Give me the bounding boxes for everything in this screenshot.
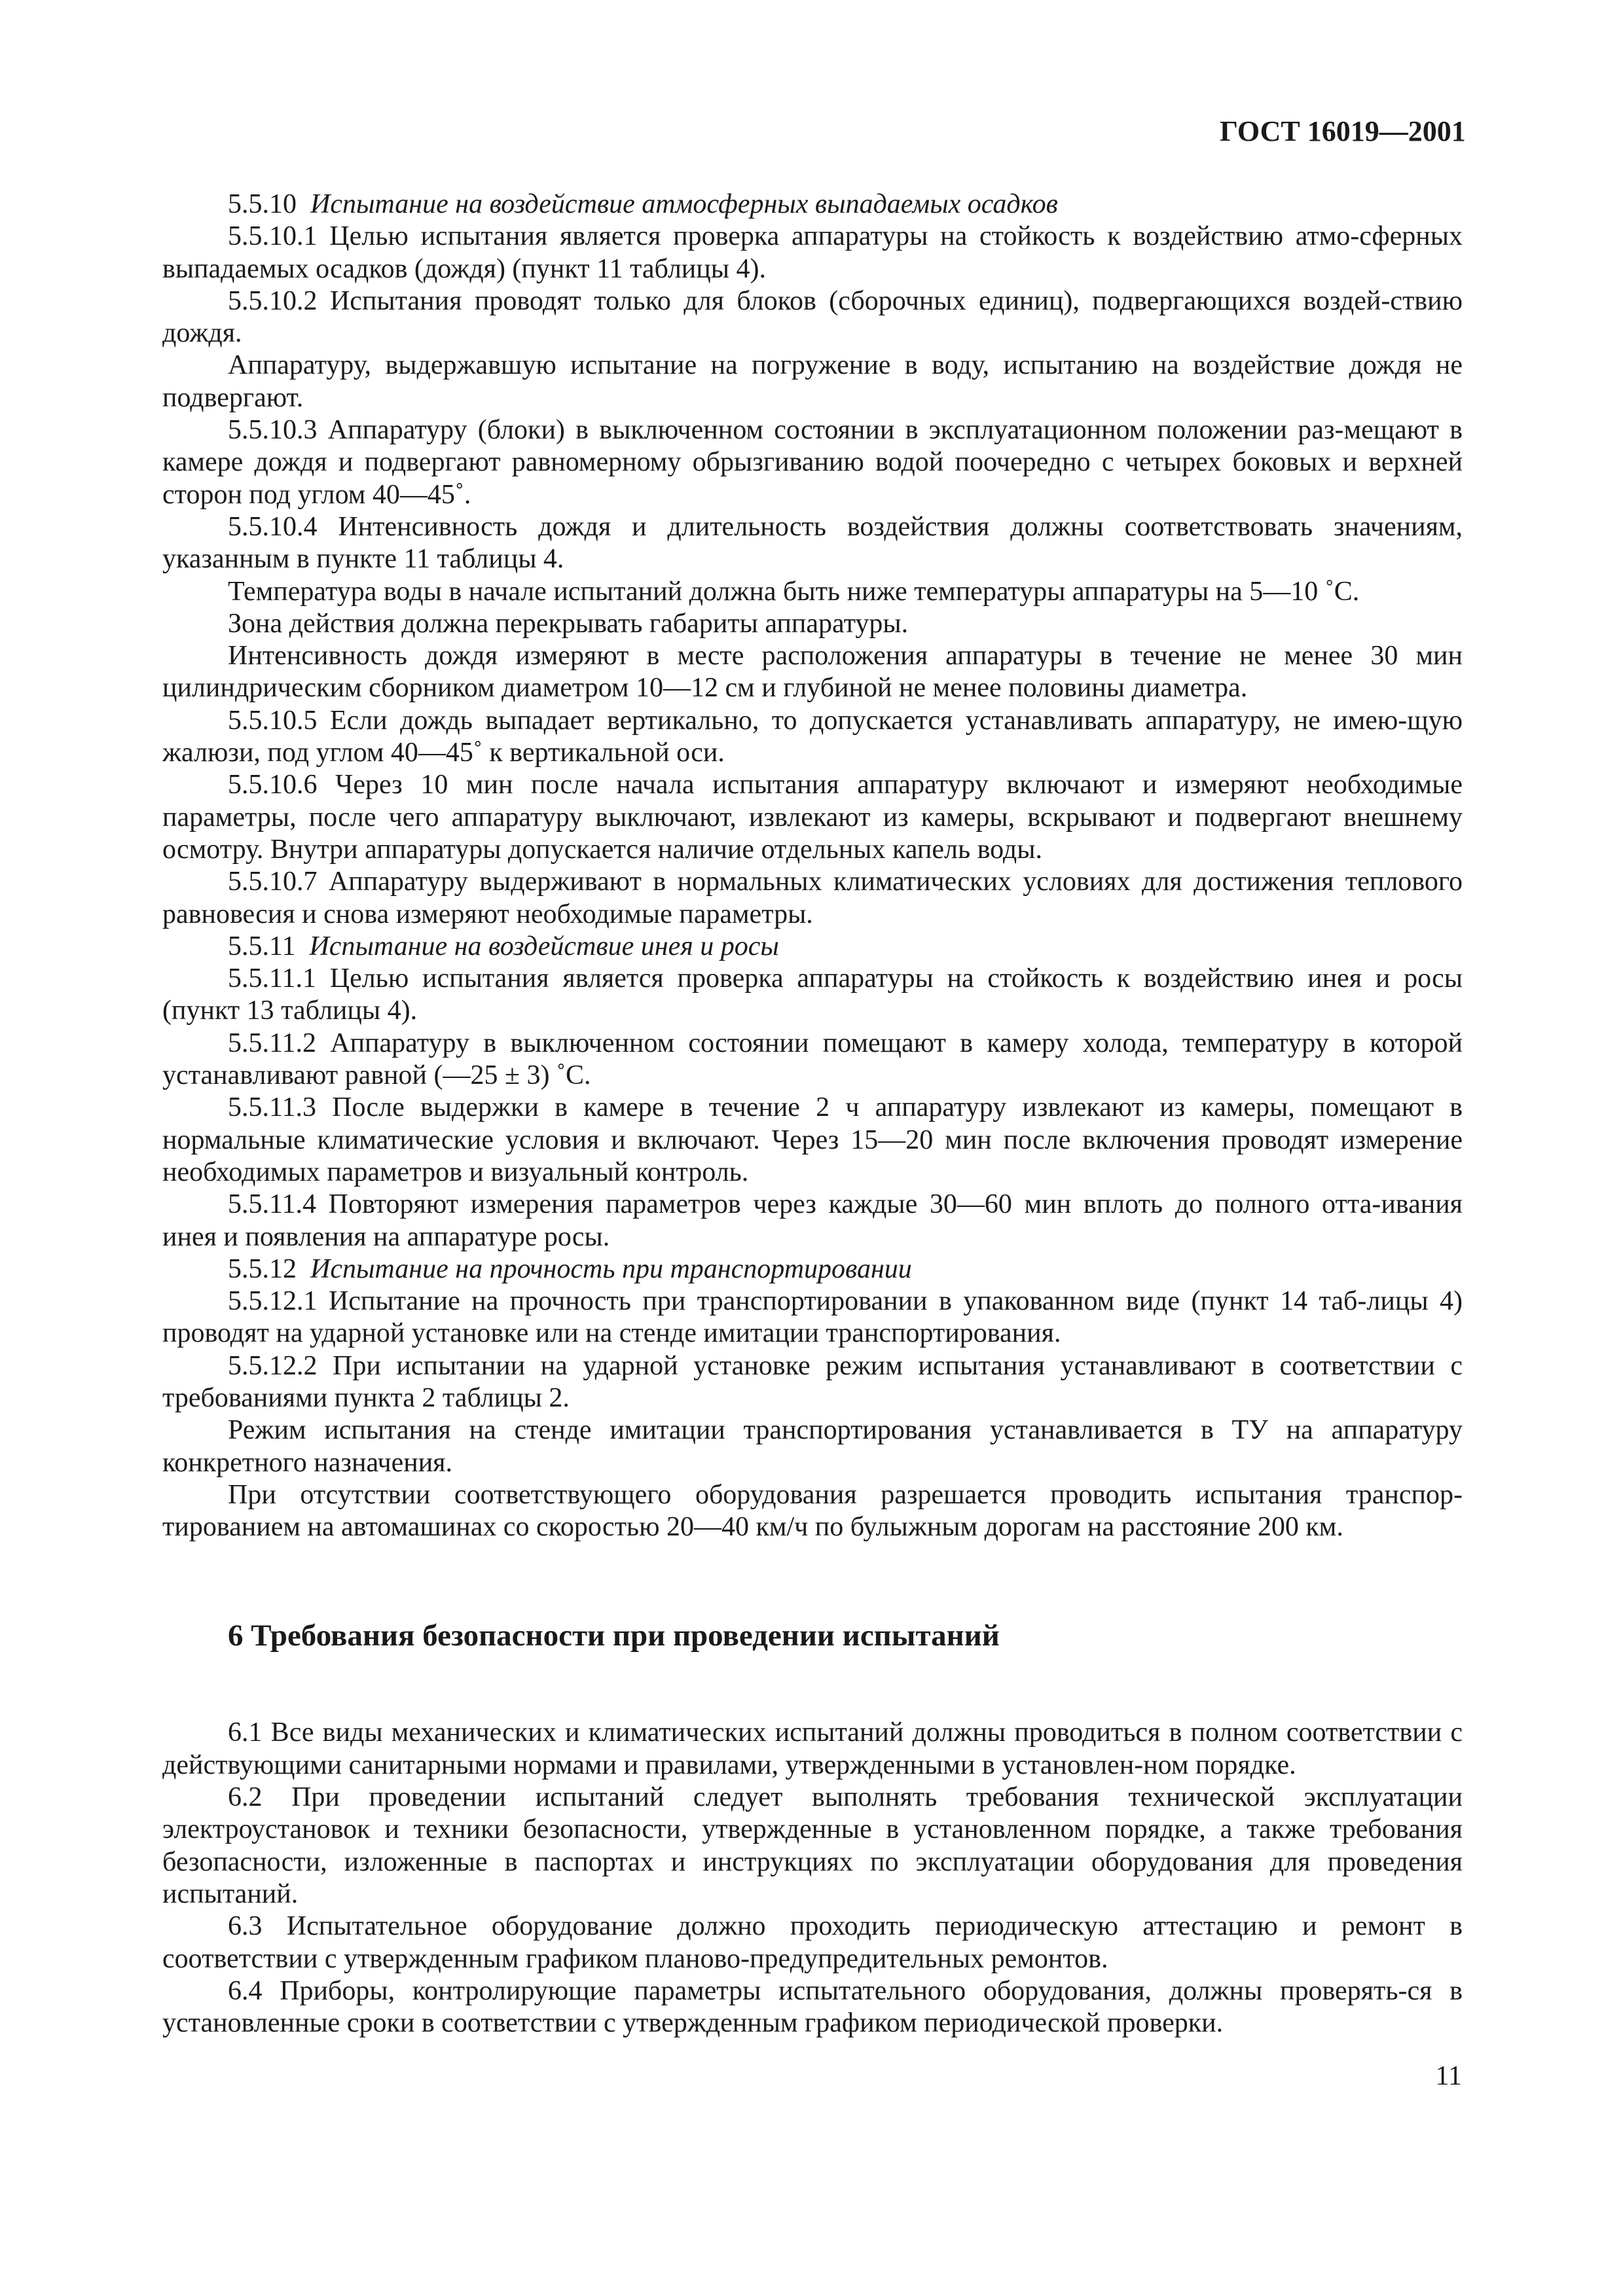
paragraph (162, 640, 1463, 705)
text-line: щую жалюзи, под углом 40—45˚ к вертикальной оси. (162, 705, 1463, 768)
paragraph (162, 769, 1463, 866)
clause-number: 5.5.11 (228, 931, 296, 961)
paragraph (162, 414, 1463, 511)
paragraph (162, 350, 1463, 414)
text-line: При отсутствии соответствующего оборудования разрешается проводить испытания транспор- (228, 1479, 1463, 1510)
text-line: внешнему осмотру. Внутри аппаратуры допускается наличие отдельных капель воды. (162, 802, 1463, 865)
text-line: 5.5.10.2 Испытания проводят только для блоков (сборочных единиц), подвергающихся воздей- (228, 285, 1391, 316)
paragraph (162, 511, 1463, 576)
text-line: 5.5.11.1 Целью испытания является проверка аппаратуры на стойкость к воздействию инея и (228, 963, 1391, 994)
text-line: сферных выпадаемых осадков (дождя) (пункт 11 таблицы 4). (162, 221, 1463, 284)
text-line: Интенсивность дождя измеряют в месте расположения аппаратуры в течение не менее 30 мин (228, 641, 1463, 672)
text-line: 6.1 Все виды механических и климатических испытаний должны проводиться в полном (228, 1717, 1278, 1748)
paragraph (162, 1350, 1463, 1415)
paragraph (162, 1975, 1463, 2040)
text-line: тированием на автомашинах со скоростью 20—40 км/ч по булыжным дорогам на расстояние 200 км. (162, 1512, 1343, 1543)
paragraph (162, 1910, 1463, 1975)
text-line: для проведения испытаний. (162, 1846, 1463, 1909)
text-line: параметры, после чего аппаратуру выключают, извлекают из камеры, вскрывают и подвергают (162, 802, 1331, 833)
text-line: мещают в камере дождя и подвергают равномерному обрызгиванию водой поочередно с четырех (162, 415, 1463, 478)
paragraph (162, 608, 1463, 640)
text-line: Аппаратуру, выдержавшую испытание на погружение в воду, испытанию на воздействие дождя (228, 350, 1422, 381)
text-line: ивания инея и появления на аппаратуре росы. (162, 1189, 1463, 1252)
section-6-heading: 6 Требования безопасности при проведении испытаний (228, 1619, 1000, 1653)
subsection-5-5-body (162, 188, 1463, 1543)
paragraph (162, 1414, 1463, 1479)
text-line: 5.5.10.5 Если дождь выпадает вертикально, то допускается устанавливать аппаратуру, не имею- (228, 705, 1408, 736)
page-content (162, 188, 1463, 2039)
text-line: 5.5.11.3 После выдержки в камере в течение 2 ч аппаратуру извлекают из камеры, помещают (228, 1092, 1434, 1123)
text-line: боковых и верхней сторон под углом 40—45˚. (162, 447, 1463, 510)
clause-title: Испытание на воздействие атмосферных выпадаемых осадков (310, 189, 1058, 219)
clause-number: 5.5.10 (228, 189, 297, 219)
text-line: 5.5.11.4 Повторяют измерения параметров через каждые 30—60 мин вплоть до полного отта- (228, 1189, 1381, 1220)
document-code-header: ГОСТ 16019—2001 (1220, 115, 1466, 147)
text-line: 5.5.10.6 Через 10 мин после начала испытания аппаратуру включают и измеряют необходимые (228, 770, 1463, 800)
text-line: 5.5.10.1 Целью испытания является проверка аппаратуры на стойкость к воздействию атмо- (228, 221, 1360, 252)
text-line: электроустановок и техники безопасности, утвержденные в установленном порядке, а также (162, 1814, 1316, 1845)
clause-title: Испытание на воздействие инея и росы (309, 931, 779, 961)
text-line: цилиндрическим сборником диаметром 10—12 см и глубиной не менее половины диаметра. (162, 673, 1248, 704)
text-line: 5.5.11.2 Аппаратуру в выключенном состоянии помещают в камеру холода, температуру в (228, 1028, 1356, 1058)
paragraph (162, 1092, 1463, 1189)
clause-title: Испытание на прочность при транспортировании (310, 1253, 912, 1284)
text-line: 5.5.10.3 Аппаратуру (блоки) в выключенном состоянии в эксплуатационном положении раз- (228, 415, 1344, 446)
text-line: соответствии с утвержденным графиком планово-предупредительных ремонтов. (162, 1943, 1108, 1974)
paragraph (162, 576, 1463, 608)
text-line: требования безопасности, изложенные в паспортах и инструкциях по эксплуатации оборудования (162, 1814, 1463, 1877)
text-line: не подвергают. (162, 350, 1463, 413)
paragraph (162, 1717, 1463, 1782)
text-line: ся в установленные сроки в соответствии с утвержденным графиком периодической проверки. (162, 1975, 1463, 2039)
paragraph (162, 188, 1463, 221)
text-line: которой устанавливают равной (—25 ± 3) ˚С. (162, 1028, 1463, 1091)
page-number: 11 (1435, 2061, 1462, 2091)
paragraph (162, 1285, 1463, 1350)
text-line: с требованиями пункта 2 таблицы 2. (162, 1350, 1463, 1413)
paragraph (162, 705, 1463, 770)
paragraph (162, 1189, 1463, 1253)
text-line: конкретного назначения. (162, 1447, 452, 1478)
paragraph (162, 1782, 1463, 1910)
text-line: в нормальные климатические условия и включают. Через 15—20 мин после включения проводят (162, 1092, 1463, 1155)
section-6-body (162, 1717, 1463, 2039)
text-line: 5.5.10.7 Аппаратуру выдерживают в нормальных климатических условиях для достижения (228, 867, 1334, 897)
text-line: измерение необходимых параметров и визуальный контроль. (162, 1124, 1463, 1187)
text-line: Режим испытания на стенде имитации транспортирования устанавливается в ТУ на аппаратуру (228, 1415, 1463, 1446)
text-line: 5.5.12.1 Испытание на прочность при транспортировании в упакованном виде (пункт 14 таб- (228, 1286, 1367, 1317)
text-line: росы (пункт 13 таблицы 4). (162, 963, 1463, 1026)
text-line: указанным в пункте 11 таблицы 4. (162, 544, 564, 575)
text-line: 6.3 Испытательное оборудование должно проходить периодическую аттестацию и ремонт в (228, 1911, 1463, 1942)
paragraph (162, 1028, 1463, 1092)
text-line: ствию дождя. (162, 285, 1463, 349)
clause-number: 5.5.12 (228, 1253, 297, 1284)
paragraph (162, 931, 1463, 963)
paragraph (162, 221, 1463, 285)
text-line: теплового равновесия и снова измеряют необходимые параметры. (162, 867, 1463, 929)
text-line: лицы 4) проводят на ударной установке или на стенде имитации транспортирования. (162, 1286, 1463, 1349)
text-line: соответствии с действующими санитарными нормами и правилами, утвержденными в установлен- (162, 1717, 1463, 1780)
text-line: 6.4 Приборы, контролирующие параметры испытательного оборудования, должны проверять- (228, 1975, 1408, 2006)
text-line: 6.2 При проведении испытаний следует выполнять требования технической эксплуатации (228, 1782, 1463, 1813)
paragraph (162, 963, 1463, 1028)
text-line: ном порядке. (1143, 1749, 1296, 1780)
text-line: 5.5.12.2 При испытании на ударной установке режим испытания устанавливают в соответствии (228, 1350, 1435, 1381)
text-line: 5.5.10.4 Интенсивность дождя и длительность воздействия должны соответствовать значениям, (228, 511, 1463, 542)
paragraph (162, 285, 1463, 350)
paragraph (162, 1479, 1463, 1544)
text-line: Температура воды в начале испытаний должна быть ниже температуры аппаратуры на 5—10 ˚С. (228, 576, 1360, 607)
text-line: Зона действия должна перекрывать габариты аппаратуры. (228, 608, 909, 639)
paragraph (162, 866, 1463, 931)
paragraph (162, 1253, 1463, 1285)
